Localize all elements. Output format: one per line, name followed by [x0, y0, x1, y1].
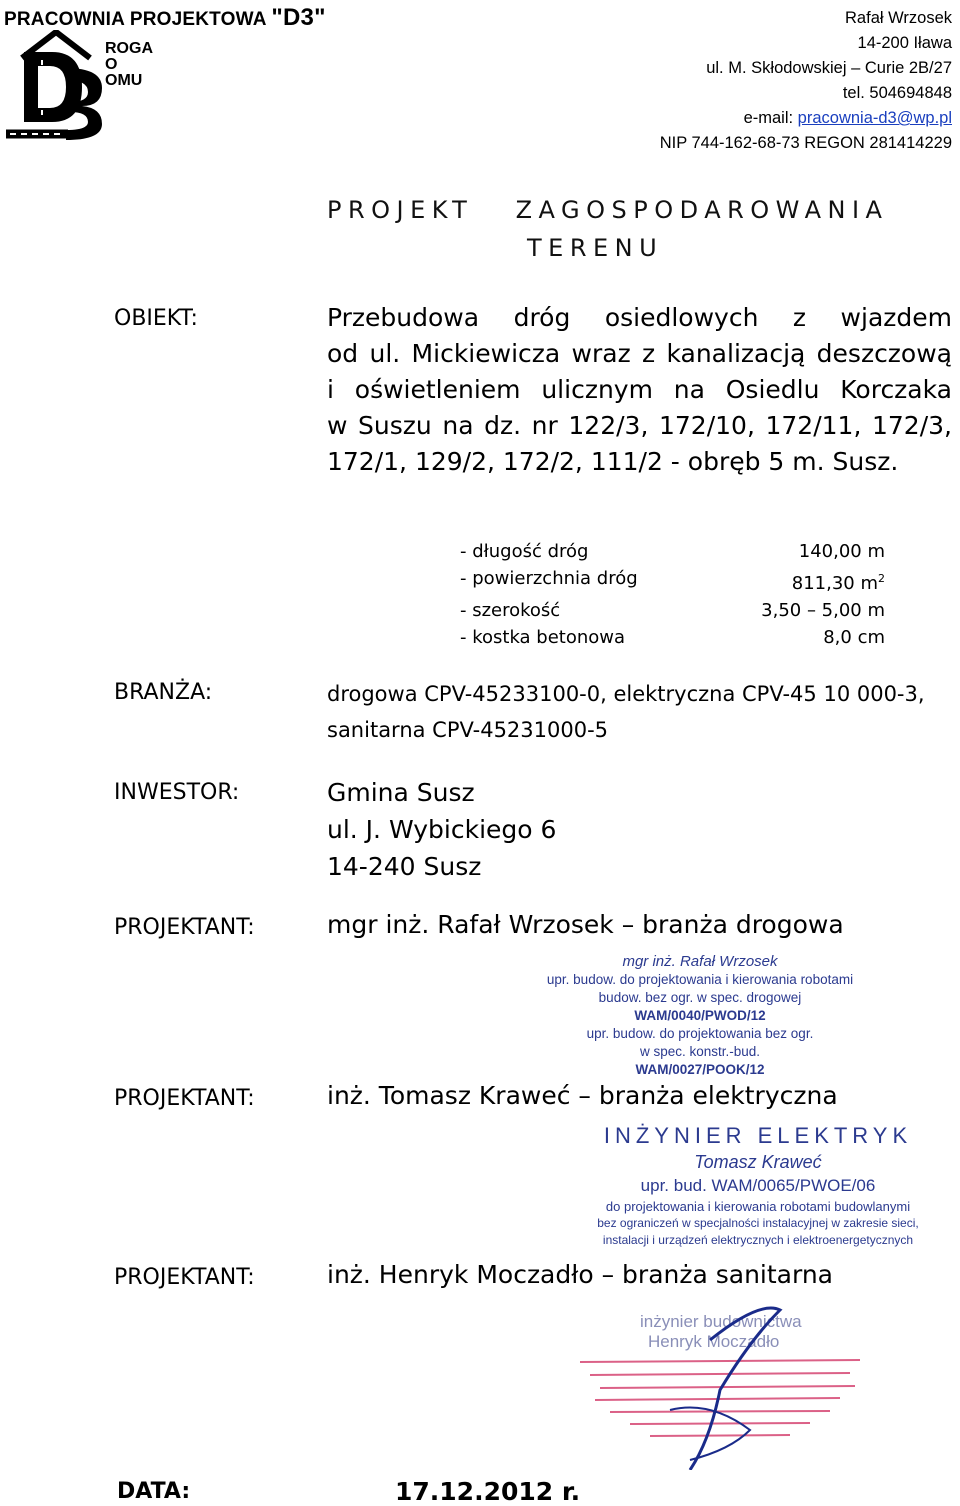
- object-line-5: 172/1, 129/2, 172/2, 111/2 - obręb 5 m. Susz.: [327, 447, 899, 476]
- parameter-value: 811,30 m: [791, 573, 878, 594]
- parameter-name: - powierzchnia dróg: [460, 568, 638, 589]
- title-zagospodarowania: ZAGOSPODAROWANIA: [515, 196, 889, 224]
- stamp-line: upr. budow. do projektowania i kierowania robotami: [546, 972, 854, 987]
- branza-line-2: sanitarna CPV-45231000-5: [327, 718, 609, 742]
- project-title-line1: [327, 196, 888, 224]
- investor-line-3: 14-240 Susz: [327, 852, 482, 881]
- stamp-line: INŻYNIER ELEKTRYK: [603, 1123, 913, 1148]
- designer-3-stamp: [570, 1300, 870, 1470]
- parameter-value: 8,0 cm: [823, 627, 885, 648]
- parameter-value-wrap: [761, 597, 885, 624]
- company-code: "D3": [271, 4, 326, 31]
- signature-icon: [570, 1300, 870, 1470]
- stamp-line: w spec. konstr.-bud.: [639, 1044, 761, 1059]
- object-line-4: w Suszu na dz. nr 122/3, 172/10, 172/11, 172/3,: [327, 411, 952, 440]
- stamp-line: instalacji i urządzeń elektrycznych i elektroenergetycznych: [602, 1233, 914, 1247]
- designer-1-text: mgr inż. Rafał Wrzosek – branża drogowa: [327, 910, 844, 939]
- branza-label: BRANŻA:: [114, 680, 213, 705]
- company-title: [4, 4, 326, 32]
- logo-word-2: O: [105, 56, 118, 73]
- parameter-row: [460, 624, 885, 651]
- investor-label: INWESTOR:: [114, 780, 240, 805]
- contact-block: [532, 6, 952, 156]
- branza-text: [327, 676, 957, 748]
- logo-word-1: ROGA: [105, 40, 153, 57]
- designer-1-label: PROJEKTANT:: [114, 915, 255, 940]
- stamp-line: budow. bez ogr. w spec. drogowej: [598, 990, 802, 1005]
- stamp-line: WAM/0040/PWOD/12: [634, 1008, 766, 1023]
- stamp-line: inżynier budownictwa: [640, 1312, 802, 1331]
- contact-email-label: e-mail:: [743, 109, 798, 127]
- stamp-line: do projektowania i kierowania robotami budowlanymi: [605, 1199, 911, 1214]
- stamp-line: mgr inż. Rafał Wrzosek: [622, 953, 778, 970]
- object-line-2: od ul. Mickiewicza wraz z kanalizacją deszczową: [327, 339, 952, 368]
- parameter-row: [460, 565, 885, 597]
- contact-street: ul. M. Skłodowskiej – Curie 2B/27: [706, 59, 952, 77]
- date-value: 17.12.2012 r.: [395, 1477, 581, 1506]
- designer-2-label: PROJEKTANT:: [114, 1086, 255, 1111]
- parameter-value-wrap: [792, 565, 885, 597]
- parameters-table: [460, 538, 885, 651]
- contact-phone: tel. 504694848: [842, 84, 952, 102]
- stamp-line: upr. budow. do projektowania bez ogr.: [586, 1026, 814, 1041]
- object-line-1: Przebudowa dróg osiedlowych z wjazdem: [327, 303, 952, 332]
- object-line-3: i oświetleniem ulicznym na Osiedlu Korczaka: [327, 375, 952, 404]
- parameter-value: 3,50 – 5,00 m: [761, 600, 885, 621]
- contact-ids: NIP 744-162-68-73 REGON 281414229: [659, 134, 952, 152]
- stamp-line: upr. bud. WAM/0065/PWOE/06: [640, 1176, 876, 1195]
- investor-line-1: Gmina Susz: [327, 778, 475, 807]
- contact-city: 14-200 Iława: [857, 34, 952, 52]
- stamp-line: WAM/0027/POOK/12: [635, 1062, 765, 1077]
- designer-3-text: inż. Henryk Moczadło – branża sanitarna: [327, 1260, 834, 1289]
- parameter-name: - kostka betonowa: [460, 627, 626, 648]
- designer-1-stamp: [540, 953, 860, 1079]
- parameter-value-wrap: [823, 624, 885, 651]
- parameter-row: [460, 597, 885, 624]
- project-title-line2: TERENU: [527, 234, 664, 262]
- investor-line-2: ul. J. Wybickiego 6: [327, 815, 557, 844]
- title-projekt: PROJEKT: [327, 196, 474, 224]
- designer-2-stamp: [568, 1122, 948, 1249]
- contact-email-link[interactable]: pracownia-d3@wp.pl: [797, 109, 952, 127]
- contact-email-row: [532, 106, 952, 131]
- parameter-name: - długość dróg: [460, 541, 589, 562]
- parameter-value: 140,00 m: [798, 541, 885, 562]
- object-description: [327, 300, 952, 480]
- object-label: OBIEKT:: [114, 306, 198, 331]
- contact-name: Rafał Wrzosek: [845, 9, 952, 27]
- stamp-line: Tomasz Kraweć: [694, 1152, 822, 1172]
- company-name: PRACOWNIA PROJEKTOWA: [4, 9, 266, 30]
- company-logo: [4, 30, 154, 145]
- investor-text: [327, 774, 556, 885]
- logo-word-3: OMU: [105, 72, 143, 89]
- stamp-line: bez ograniczeń w specjalności instalacyjnej w zakresie sieci,: [597, 1216, 919, 1230]
- parameter-row: [460, 538, 885, 565]
- branza-line-1: drogowa CPV-45233100-0, elektryczna CPV-45 10 000-3,: [327, 682, 925, 706]
- designer-3-label: PROJEKTANT:: [114, 1265, 255, 1290]
- parameter-name: - szerokość: [460, 600, 561, 621]
- parameter-unit-exponent: 2: [878, 572, 885, 585]
- stamp-line: Henryk Moczadło: [648, 1332, 780, 1351]
- designer-2-text: inż. Tomasz Kraweć – branża elektryczna: [327, 1081, 838, 1110]
- date-label: DATA:: [117, 1479, 191, 1504]
- parameter-value-wrap: [799, 538, 885, 565]
